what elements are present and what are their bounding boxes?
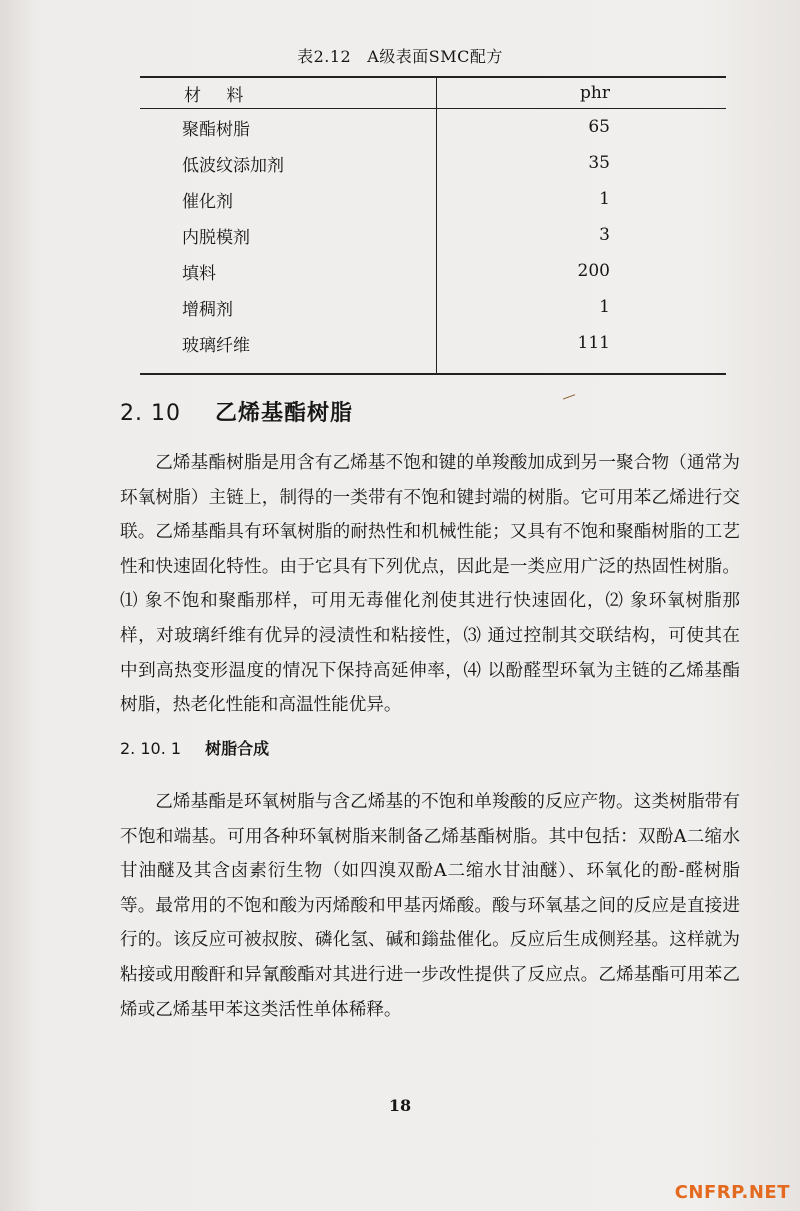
row-name: 玻璃纤维 [140, 325, 437, 374]
row-value: 3 [437, 217, 727, 253]
row-value: 65 [437, 109, 727, 146]
section-heading [120, 396, 353, 427]
subsection-paragraph: 乙烯基酯是环氧树脂与含乙烯基的不饱和单羧酸的反应产物。这类树脂带有不饱和端基。可用各种环氧树脂来制备乙烯基酯树脂。其中包括：双酚A二缩水甘油醚及其含卤素衍生物（如四溴双酚A二缩水甘油醚）、环氧化的酚-醛树脂等。最常用的不饱和酸为丙烯酸和甲基丙烯酸。酸与环氧基之间的反应是直接进行的。该反应可被叔胺、磷化氢、碱和鎓盐催化。反应后生成侧羟基。这样就为粘接或用酸酐和异氰酸酯对其进行进一步改性提供了反应点。乙烯基酯可用苯乙烯或乙烯基甲苯这类活性单体稀释。 [120, 792, 740, 1020]
row-value: 1 [437, 181, 727, 217]
row-name: 聚酯树脂 [182, 119, 250, 140]
formula-table [140, 76, 726, 375]
table-row [140, 181, 726, 217]
stray-ink-mark: — [559, 386, 579, 407]
section-title: 乙烯基酯树脂 [214, 401, 353, 426]
section-paragraph: 乙烯基酯树脂是用含有乙烯基不饱和键的单羧酸加成到另一聚合物（通常为环氧树脂）主链上，制得的一类带有不饱和键封端的树脂。它可用苯乙烯进行交联。乙烯基酯具有环氧树脂的耐热性和机械性能；又具有不饱和聚酯树脂的工艺性和快速固化特性。由于它具有下列优点，因此是一类应用广泛的热固性树脂。⑴ 象不饱和聚酯那样，可用无毒催化剂使其进行快速固化，⑵ 象环氧树脂那样，对玻璃纤维有优异的浸渍性和粘接性，⑶ 通过控制其交联结构，可使其在中到高热变形温度的情况下保持高延伸率，⑷ 以酚醛型环氧为主链的乙烯基酯树脂，热老化性能和高温性能优异。 [120, 453, 740, 716]
row-name: 催化剂 [182, 191, 233, 212]
table-row [140, 325, 726, 374]
table-caption-number: 表2.12 [297, 47, 352, 66]
table-header-row [140, 77, 726, 109]
table-row [140, 289, 726, 325]
row-value: 35 [437, 145, 727, 181]
table-row [140, 217, 726, 253]
table-row [140, 109, 726, 146]
header-material: 材 料 [140, 77, 437, 109]
watermark-logo: CNFRP.NET [674, 1182, 790, 1203]
table-caption [0, 44, 800, 67]
header-phr: phr [437, 77, 727, 109]
section-number: 2. 10 [120, 401, 181, 426]
subsection-title: 树脂合成 [205, 739, 270, 758]
row-name: 填料 [182, 263, 216, 284]
table-row [140, 253, 726, 289]
table-caption-title: A级表面SMC配方 [367, 47, 503, 66]
row-value: 200 [437, 253, 727, 289]
row-name: 增稠剂 [182, 299, 233, 320]
row-value: 1 [437, 289, 727, 325]
table-row [140, 145, 726, 181]
row-name: 内脱模剂 [182, 227, 250, 248]
subsection-heading [120, 736, 269, 759]
subsection-number: 2. 10. 1 [120, 739, 182, 758]
row-name: 低波纹添加剂 [182, 155, 284, 176]
page-number: 18 [388, 1096, 412, 1115]
row-value: 111 [437, 325, 727, 374]
